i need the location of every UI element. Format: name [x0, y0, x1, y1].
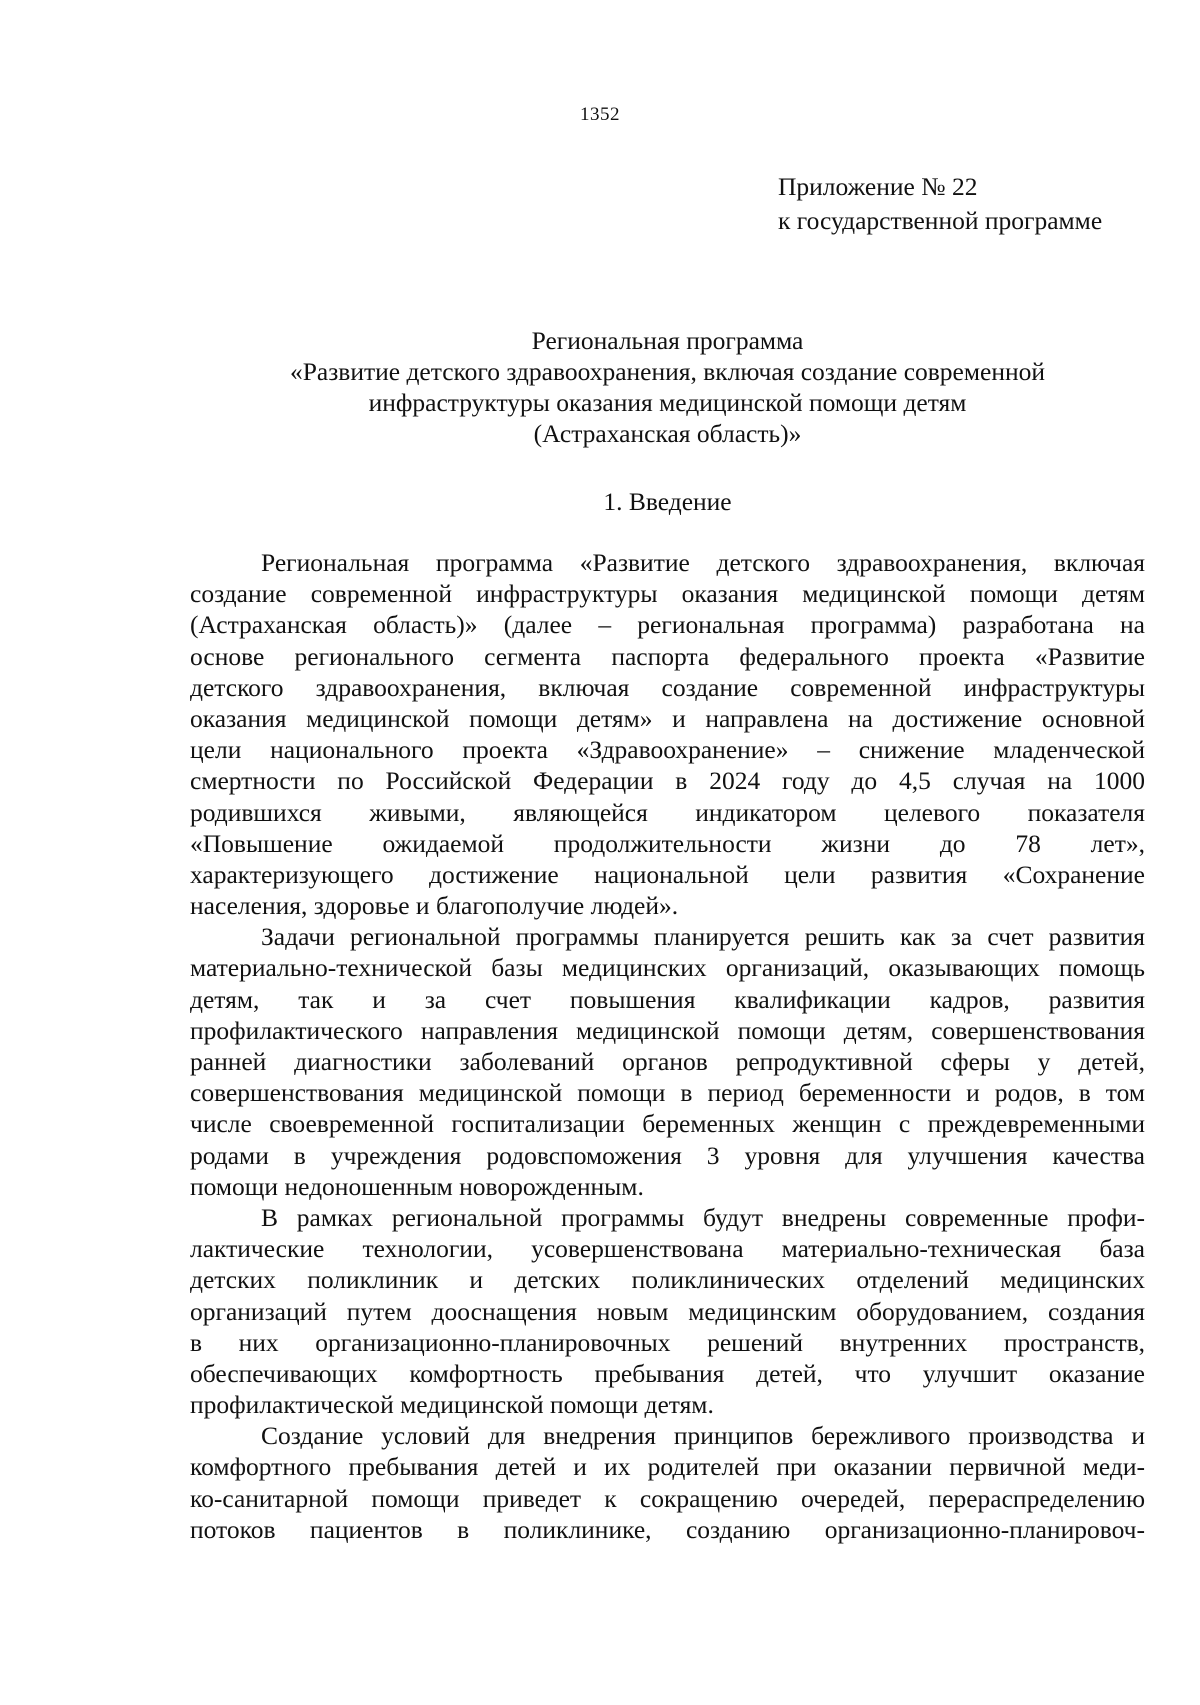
text-line: оказания медицинской помощи детям» и направлена на достижение основной	[190, 703, 1145, 733]
text-line: материально-технической базы медицинских организаций, оказывающих помощь	[190, 953, 1145, 983]
text-line: комфортного пребывания детей и их родителей при оказании первичной меди-	[190, 1452, 1145, 1482]
text-line: создание современной инфраструктуры оказания медицинской помощи детям	[190, 579, 1145, 609]
text-line: (Астраханская область)» (далее – региональная программа) разработана на	[190, 610, 1145, 640]
text-line: обеспечивающих комфортность пребывания детей, что улучшит оказание	[190, 1358, 1145, 1388]
section-heading: 1. Введение	[603, 487, 732, 516]
text-line: «Повышение ожидаемой продолжительности жизни до 78 лет»,	[190, 828, 1145, 858]
text-line: цели национального проекта «Здравоохранение» – снижение младенческой	[190, 735, 1145, 765]
text-line: совершенствования медицинской помощи в период беременности и родов, в том	[190, 1078, 1145, 1108]
appendix-line-1: Приложение № 22	[778, 172, 978, 201]
text-line: детям, так и за счет повышения квалификации кадров, развития	[190, 984, 1145, 1014]
text-line: детского здравоохранения, включая создание современной инфраструктуры	[190, 672, 1145, 702]
text-line: родившихся живыми, являющейся индикатором целевого показателя	[190, 797, 1145, 827]
document-title	[190, 325, 1145, 449]
body-text	[190, 547, 1145, 1545]
text-line: числе своевременной госпитализации беременных женщин с преждевременными	[190, 1109, 1145, 1139]
text-line: смертности по Российской Федерации в 2024 году до 4,5 случая на 1000	[190, 766, 1145, 796]
title-line-3: инфраструктуры оказания медицинской помощи детям	[368, 388, 967, 417]
text-line: ко-санитарной помощи приведет к сокращению очередей, перераспределению	[190, 1483, 1145, 1513]
appendix-line-2: к государственной программе	[778, 206, 1103, 235]
title-line-1: Региональная программа	[531, 326, 804, 355]
paragraph	[190, 921, 1145, 1202]
text-line: помощи недоношенным новорожденным.	[190, 1171, 644, 1201]
paragraph	[190, 1420, 1145, 1545]
text-line: организаций путем дооснащения новым медицинским оборудованием, создания	[190, 1296, 1145, 1326]
text-line: профилактической медицинской помощи детям.	[190, 1390, 714, 1420]
text-line: детских поликлиник и детских поликлинических отделений медицинских	[190, 1265, 1145, 1295]
text-line: характеризующего достижение национальной цели развития «Сохранение	[190, 859, 1145, 889]
text-line: потоков пациентов в поликлинике, созданию организационно-планировоч-	[190, 1514, 1145, 1544]
text-line: профилактического направления медицинской помощи детям, совершенствования	[190, 1015, 1145, 1045]
title-line-2: «Развитие детского здравоохранения, включая создание современной	[289, 357, 1046, 386]
appendix-note	[778, 170, 1102, 238]
text-line: ранней диагностики заболеваний органов репродуктивной сферы у детей,	[190, 1047, 1145, 1076]
title-line-4: (Астраханская область)»	[533, 419, 802, 448]
text-line: Региональная программа «Развитие детского здравоохранения, включая	[261, 548, 1145, 577]
page-number: 1352	[580, 104, 620, 125]
text-line: лактические технологии, усовершенствована материально-техническая база	[190, 1234, 1145, 1264]
paragraph	[190, 1202, 1145, 1420]
text-line: в них организационно-планировочных решений внутренних пространств,	[190, 1327, 1145, 1357]
text-line: Создание условий для внедрения принципов бережливого производства и	[261, 1421, 1145, 1451]
text-line: Задачи региональной программы планируется решить как за счет развития	[261, 922, 1145, 952]
text-line: В рамках региональной программы будут внедрены современные профи-	[261, 1202, 1145, 1232]
text-line: родами в учреждения родовспоможения 3 уровня для улучшения качества	[190, 1140, 1145, 1170]
text-line: населения, здоровье и благополучие людей».	[190, 891, 679, 921]
text-line: основе регионального сегмента паспорта федерального проекта «Развитие	[190, 641, 1145, 671]
paragraph	[190, 547, 1145, 921]
